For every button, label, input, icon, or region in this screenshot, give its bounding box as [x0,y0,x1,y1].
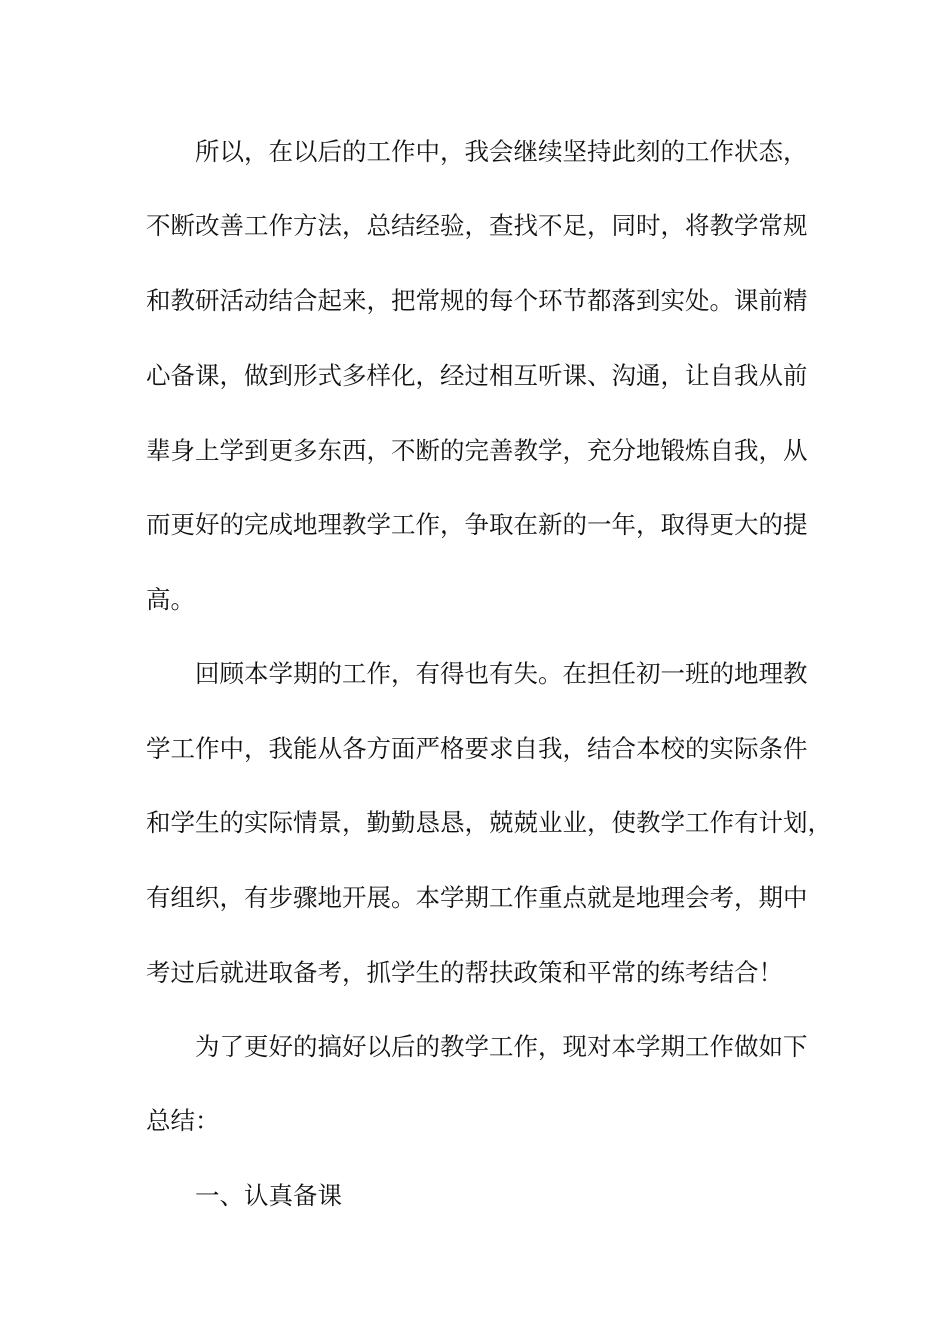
paragraph-2-line-4: 有组织，有步骤地开展。本学期工作重点就是地理会考，期中 [146,883,808,912]
section-heading: 一、认真备课 [195,1181,342,1210]
paragraph-1-line-1: 所以，在以后的工作中，我会继续坚持此刻的工作状态， [195,137,808,166]
paragraph-1-line-4: 心备课，做到形式多样化，经过相互听课、沟通，让自我从前 [146,361,808,390]
paragraph-3-line-1: 为了更好的搞好以后的教学工作，现对本学期工作做如下 [195,1032,808,1061]
paragraph-2-line-1: 回顾本学期的工作，有得也有失。在担任初一班的地理教 [195,659,808,688]
paragraph-1-line-5: 辈身上学到更多东西，不断的完善教学，充分地锻炼自我，从 [146,436,808,465]
paragraph-3-line-2: 总结： [146,1106,220,1135]
paragraph-1-line-7: 高。 [146,585,195,614]
paragraph-1-line-3: 和教研活动结合起来，把常规的每个环节都落到实处。课前精 [146,286,808,315]
paragraph-1-line-6: 而更好的完成地理教学工作，争取在新的一年，取得更大的提 [146,510,808,539]
paragraph-2-line-5: 考过后就进取备考，抓学生的帮扶政策和平常的练考结合！ [146,958,783,987]
paragraph-1-line-2: 不断改善工作方法，总结经验，查找不足，同时，将教学常规 [146,211,808,240]
paragraph-2-line-2: 学工作中，我能从各方面严格要求自我，结合本校的实际条件 [146,734,808,763]
paragraph-2-line-3: 和学生的实际情景，勤勤恳恳，兢兢业业，使教学工作有计划， [146,808,832,837]
